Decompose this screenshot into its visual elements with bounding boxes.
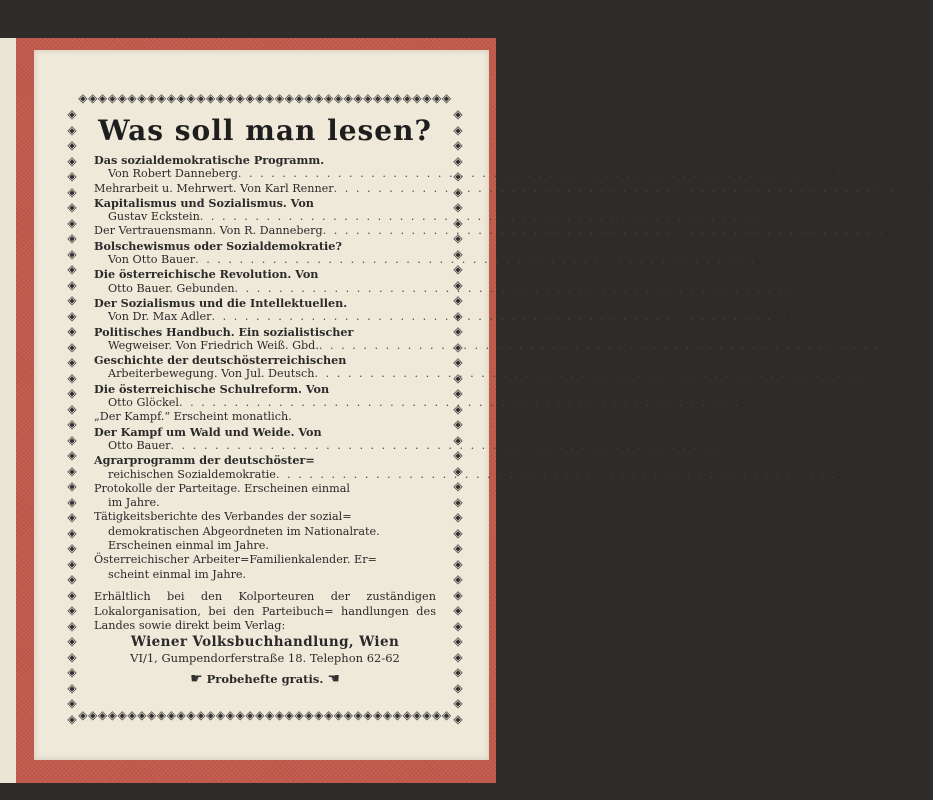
list-item-text: Gustav Eckstein [108, 210, 200, 224]
list-item-line [94, 425, 436, 439]
list-item-text: Erscheinen einmal im Jahre. [108, 539, 269, 553]
leader-dots [315, 367, 876, 381]
list-item [94, 453, 876, 482]
list-item-line [94, 267, 436, 281]
list-item [94, 224, 922, 238]
publisher-address: VI/1, Gumpendorferstraße 18. Telephon 62-62 [130, 650, 400, 665]
sample-note [94, 672, 436, 687]
list-item [94, 381, 779, 411]
list-item-text: „Der Kampf.“ Erscheint monatlich. [94, 410, 292, 424]
leader-dots [171, 439, 732, 453]
list-item-line [94, 510, 436, 524]
list-item-text: Otto Bauer [108, 438, 171, 452]
list-item [94, 510, 436, 553]
list-item-line [94, 296, 436, 310]
list-item-text: Protokolle der Parteitage. Erscheinen einmal [94, 481, 350, 495]
list-item-line [94, 325, 436, 339]
list-item-text: Kapitalismus und Sozialismus. Von [94, 195, 314, 210]
list-item-line [94, 310, 811, 324]
list-item-text: Der Sozialismus und die Intellektuellen. [94, 295, 348, 310]
list-item-line [94, 196, 436, 210]
list-item-text: Tätigkeitsberichte des Verbandes der sozial= [94, 510, 352, 524]
list-item-text: Von Robert Danneberg [108, 167, 238, 181]
list-item [94, 295, 811, 325]
price-label: S —'60 [756, 254, 795, 267]
price-label: S —'50 [837, 468, 876, 481]
list-item-text: Der Kampf um Wald und Weide. Von [94, 424, 322, 439]
list-item-text: Von Dr. Max Adler [108, 310, 212, 324]
leader-dots [235, 282, 796, 296]
list-item-line [94, 453, 436, 467]
price-label: S 4'— [795, 282, 828, 295]
leader-dots [200, 210, 761, 224]
ornament-border-top: ◈◈◈◈◈◈◈◈◈◈◈◈◈◈◈◈◈◈◈◈◈◈◈◈◈◈◈◈◈◈◈◈◈◈◈◈◈◈ [78, 91, 452, 105]
price-label: S —'50 [875, 368, 914, 381]
list-item-line [94, 253, 795, 267]
list-item-line [94, 410, 436, 424]
sample-text: Probehefte gratis. [206, 671, 324, 686]
list-item [94, 424, 764, 454]
list-item [94, 482, 436, 511]
list-item [94, 267, 828, 296]
reading-list [94, 153, 933, 582]
price-label: S 1'50 [760, 211, 799, 224]
page-content [94, 113, 933, 687]
list-item-line [94, 167, 837, 181]
list-item-line [94, 553, 436, 567]
list-item-text: im Jahre. [108, 496, 160, 510]
list-item-text: Von Otto Bauer [108, 253, 196, 267]
list-item-text: Agrarprogramm der deutschöster= [94, 453, 315, 468]
list-item [94, 153, 837, 182]
list-item-line [94, 467, 876, 482]
list-item-text: Otto Glöckel [108, 396, 179, 410]
leader-dots [195, 253, 756, 267]
list-item-text: Arbeiterbewegung. Von Jul. Deutsch [108, 367, 315, 381]
publisher-name: Wiener Volksbuchhandlung, Wien [130, 633, 400, 650]
list-item-line [94, 539, 436, 553]
list-item-line [94, 224, 922, 238]
price-label: S —'80 [799, 168, 837, 181]
leader-dots [319, 339, 880, 353]
list-item-text: Die österreichische Schulreform. Von [94, 381, 330, 396]
list-item-line [94, 367, 914, 381]
list-item-line [94, 353, 436, 367]
price-label: S 1'50 [772, 311, 811, 324]
price-label: S —'20 [894, 182, 933, 195]
pointing-hand-right-icon: ☛ [190, 670, 203, 687]
list-item-text: Mehrarbeit u. Mehrwert. Von Karl Renner [94, 181, 334, 195]
list-item-text: Wegweiser. Von Friedrich Weiß. Gbd. [108, 338, 319, 352]
list-item [94, 181, 933, 196]
list-item-text: demokratischen Abgeordneten im Nationalrate. [108, 524, 380, 538]
list-item [94, 553, 436, 582]
list-item-line [94, 281, 828, 296]
list-item-text: Otto Bauer. Gebunden [108, 281, 235, 295]
price-label: S 5'— [731, 439, 764, 452]
list-item-text: Politisches Handbuch. Ein sozialistischer [94, 324, 354, 339]
list-item-line [94, 382, 436, 396]
list-item-line [94, 210, 799, 224]
list-item-text: Österreichischer Arbeiter=Familienkalender. Er= [94, 553, 377, 567]
ornamental-frame [66, 91, 933, 726]
list-item-text: scheint einmal im Jahre. [108, 567, 247, 581]
list-item-line [94, 525, 436, 539]
list-item-line [94, 568, 436, 582]
leader-dots [334, 182, 895, 196]
availability-text: Erhältlich bei den Kolporteuren der zuständigen Lokalorganisation, bei den Parteibuch= handlungen des Landes sowie direkt beim Verlag: [94, 589, 436, 633]
pointing-hand-left-icon: ☚ [327, 670, 340, 687]
list-item-line [94, 396, 779, 410]
list-item [94, 238, 795, 268]
list-item [94, 353, 914, 382]
price-label: S 6'— [880, 339, 912, 352]
list-item-text: Bolschewismus oder Sozialdemokratie? [94, 238, 342, 253]
list-item-line [94, 482, 436, 496]
price-label: S —'60 [740, 397, 779, 410]
list-item-text: Der Vertrauensmann. Von R. Danneberg [94, 224, 323, 238]
leader-dots [212, 310, 773, 324]
list-item-line [94, 438, 764, 453]
list-item [94, 195, 799, 225]
list-item-text: reichischen Sozialdemokratie [108, 467, 276, 481]
price-label: S —'30 [883, 225, 922, 238]
list-item-text: Die österreichische Revolution. Von [94, 267, 319, 282]
leader-dots [276, 468, 837, 482]
ornament-border-left: ◈ ◈ ◈ ◈ ◈ ◈ ◈ ◈ ◈ ◈ ◈ ◈ ◈ ◈ ◈ ◈ ◈ ◈ ◈ ◈ ◈ ◈ ◈ ◈ ◈ ◈ ◈ ◈ ◈ ◈ ◈ ◈ ◈ ◈ ◈ ◈ ◈ ◈ ◈ ◈ [67, 107, 77, 726]
list-item-line [94, 153, 436, 167]
list-item-line [94, 239, 436, 253]
list-item [94, 410, 436, 424]
list-item-text: Das sozialdemokratische Programm. [94, 153, 325, 167]
list-item-line [94, 338, 912, 353]
leader-dots [323, 224, 884, 238]
list-item [94, 324, 912, 354]
ornament-border-bottom: ◈◈◈◈◈◈◈◈◈◈◈◈◈◈◈◈◈◈◈◈◈◈◈◈◈◈◈◈◈◈◈◈◈◈◈◈◈◈ [78, 708, 452, 722]
footer [94, 590, 436, 686]
ornament-border-right: ◈ ◈ ◈ ◈ ◈ ◈ ◈ ◈ ◈ ◈ ◈ ◈ ◈ ◈ ◈ ◈ ◈ ◈ ◈ ◈ ◈ ◈ ◈ ◈ ◈ ◈ ◈ ◈ ◈ ◈ ◈ ◈ ◈ ◈ ◈ ◈ ◈ ◈ ◈ ◈ [453, 107, 463, 726]
list-item-text: Geschichte der deutschösterreichischen [94, 353, 347, 368]
list-item-line [94, 181, 933, 196]
list-item-line [94, 496, 436, 510]
page-title: Was soll man lesen? [98, 114, 432, 147]
leader-dots [238, 167, 799, 181]
leader-dots [179, 396, 740, 410]
